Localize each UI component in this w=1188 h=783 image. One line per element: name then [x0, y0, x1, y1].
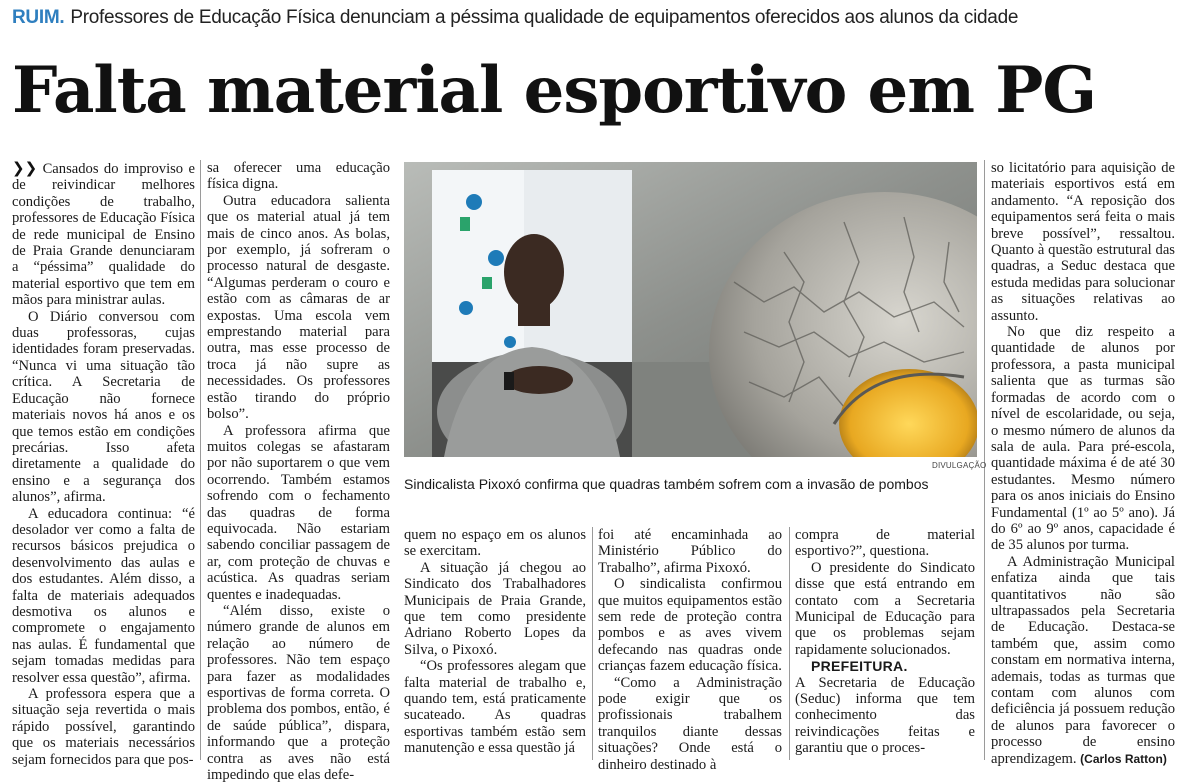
article-photo	[404, 162, 977, 457]
photo-credit: DIVULGAÇÃO	[932, 461, 987, 470]
column-rule	[592, 527, 593, 760]
paragraph: O presidente do Sindicato disse que está entrando em contato com a Secretaria Municipal de Educação para que os problemas sejam rapidamente solucionados.	[795, 559, 975, 658]
paragraph: No que diz respeito a quantidade de alunos por professora, a pasta municipal salienta que as turmas são formadas de acordo com o nível de escolaridade, ou seja, o mesmo número de alunos da sala de aula. Para pré-escola, quantidade máxima é de até 30 estudantes. Mesmo número para os anos iniciais do Ensino Fundamental (1º ao 5º ano). Já do 6º ao 9º anos, capacidade é de 35 alunos por turma.	[991, 324, 1175, 554]
headline: Falta material esportivo em PG	[12, 53, 1097, 128]
paragraph: A Secretaria de Educação (Seduc) informa que tem conhecimento das reivindicações feitas e garantiu que o proces-	[795, 674, 975, 757]
paragraph: so licitatório para aquisição de materiais esportivos está em andamento. “A reposição dos equipamentos será feita o mais breve possível”, ressaltou. Quanto à questão estrutural das quadras, a Seduc destaca que estuda medidas para solucionar as situações relativas ao assunto.	[991, 160, 1175, 324]
paragraph: O Diário conversou com duas professoras, cujas identidades foram preservadas. “Nunca vi uma situação tão crítica. A Secretaria de Educação não fornece materiais novos há anos e os que temos estão em condições precárias. Isso afeta diretamente a qualidade do ensino e a segurança dos alunos”, afirma.	[12, 308, 195, 506]
paragraph: compra de material esportivo?”, questiona.	[795, 527, 975, 560]
paragraph: “Além disso, existe o número grande de alunos em relação ao número de professores. Não tem espaço para fazer as modalidades esportivas de forma correta. O problema dos pombos, então, é de saúde pública”, dispara, informando que a proteção contra as aves não está impedindo que elas defe-	[207, 602, 390, 783]
paragraph: sa oferecer uma educação física digna.	[207, 160, 390, 193]
article-column-4	[598, 527, 782, 773]
photo-caption: Sindicalista Pixoxó confirma que quadras também sofrem com a invasão de pombos	[404, 476, 929, 492]
kicker	[12, 6, 1182, 30]
paragraph: A educadora continua: “é desolador ver como a falta de recursos básicos prejudica o desenvolvimento das aulas e dos estudantes. Além disso, a falta de materiais adequados desmotiva os alunos e compromete o engajamento nas aulas. É fundamental que sejam tomadas medidas para resolver essa questão”, afirma.	[12, 505, 195, 686]
paragraph: quem no espaço em os alunos se exercitam.	[404, 527, 586, 560]
chevron-right-icon: ❯❯	[12, 159, 38, 177]
paragraph: A professora espera que a situação seja revertida o mais rápido possível, garantindo que os materiais necessários sejam fornecidos para que pos-	[12, 686, 195, 768]
kicker-text: Professores de Educação Física denunciam a péssima qualidade de equipamentos oferecidos aos alunos da cidade	[70, 7, 1019, 28]
article-column-5	[795, 527, 975, 757]
paragraph: “Como a Administração pode exigir que os profissionais trabalhem tranquilos diante dessas situações? Onde está o dinheiro destinado à	[598, 674, 782, 773]
paragraph: Outra educadora salienta que os material atual já tem mais de cinco anos. As bolas, por exemplo, já sofreram o processo natural de desgaste. “Algumas perderam o couro e estão com as câmaras de ar expostas. Uma escola vem emprestando material para outra, mas esse processo de troca já não supre as necessidades. Os professores estão tirando do próprio bolso”.	[207, 192, 390, 423]
paragraph: A situação já chegou ao Sindicato dos Trabalhadores Municipais de Praia Grande, que tem como presidente Adriano Roberto Lopes da Silva, o Pixoxó.	[404, 559, 586, 658]
column-rule	[984, 160, 985, 760]
article-column-2	[207, 160, 390, 783]
byline: (Carlos Ratton)	[1080, 751, 1167, 766]
section-title: PREFEITURA.	[811, 658, 908, 675]
paragraph-text: Cansados do improviso e de reivindicar melhores condições de trabalho, professores de Educação Física de rede municipal de Ensino de Praia Grande denunciaram a “péssima” qualidade do material esportivo que tem em mãos para ministrar aulas.	[12, 161, 195, 309]
paragraph: foi até encaminhada ao Ministério Público do Trabalho”, afirma Pixoxó.	[598, 527, 782, 576]
paragraph: A professora afirma que muitos colegas se afastaram por não suportarem o que vem ocorrendo. Também estamos sofrendo com o fechamento das quadras de forma equivocada. Não estariam sabendo conciliar passagem de ar, com proteção de chuvas e acústica. As quadras seriam quentes e inadequadas.	[207, 422, 390, 603]
column-rule	[789, 527, 790, 760]
article-column-3	[404, 527, 586, 757]
column-rule	[200, 160, 201, 760]
article-column-6	[991, 160, 1175, 767]
article-column-1	[12, 160, 195, 768]
paragraph: “Os professores alegam que falta material de trabalho e, quando tem, está praticamente sucateado. As quadras esportivas também estão sem manutenção e essa questão já	[404, 658, 586, 757]
paragraph: O sindicalista confirmou que muitos equipamentos estão sem rede de proteção contra pombos e as aves vivem defecando nas quadras onde crianças fazem educação física.	[598, 576, 782, 675]
paragraph	[991, 554, 1175, 767]
paragraph-text: A Administração Municipal enfatiza ainda que tais quantitativos não são ultrapassados pela Secretaria de Educação. Destaca-se também que, assim como constam em normativa interna, ademais, todas as turmas que contam com alunos com deficiência já possuem redução de alunos para favorecer o processo de ensino aprendizagem.	[991, 553, 1175, 767]
kicker-tag: RUIM.	[12, 7, 65, 28]
paragraph	[12, 160, 195, 309]
photo-illustration	[404, 162, 977, 457]
